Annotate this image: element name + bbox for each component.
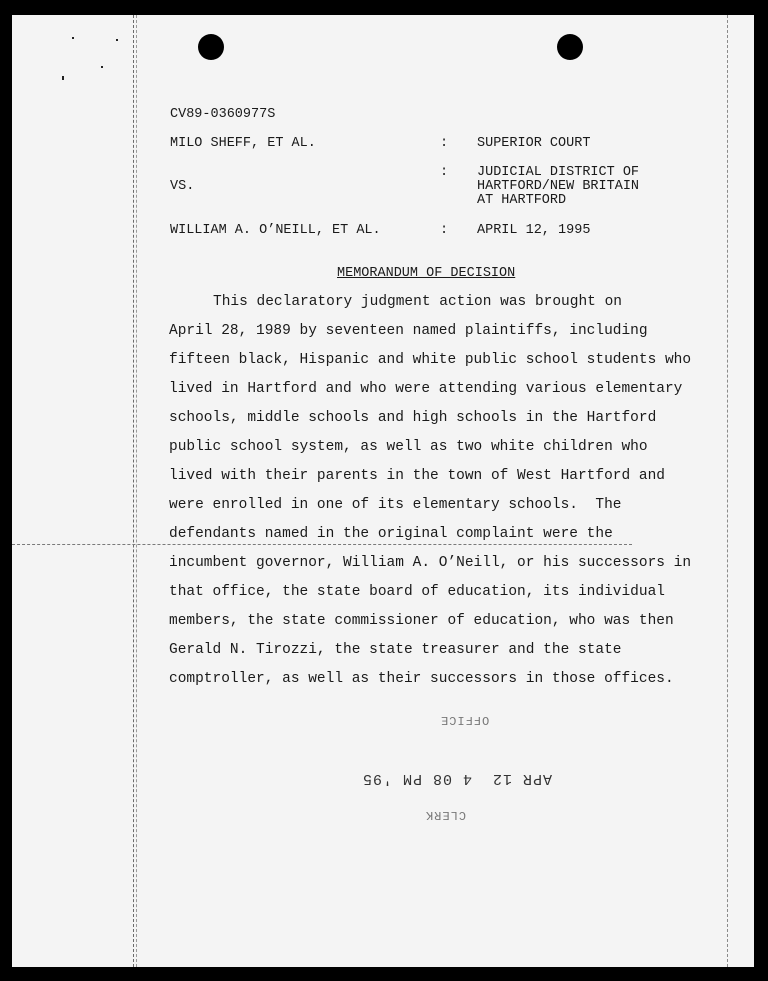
speck (72, 37, 74, 39)
versus-label: VS. (170, 179, 195, 194)
office-stamp: OFFICE (440, 713, 490, 727)
court-name: SUPERIOR COURT (477, 136, 591, 151)
fold-line (12, 544, 632, 545)
body-line: members, the state commissioner of education, who was then (169, 613, 674, 629)
body-line: Gerald N. Tirozzi, the state treasurer and the state (169, 642, 622, 658)
district-line-3: AT HARTFORD (477, 193, 567, 208)
body-line: This declaratory judgment action was brought on (213, 294, 622, 310)
punch-hole-left (198, 34, 224, 60)
body-line: incumbent governor, William A. O’Neill, or his successors in (169, 555, 692, 571)
memorandum-heading: MEMORANDUM OF DECISION (337, 266, 516, 281)
district-line-2: HARTFORD/NEW BRITAIN (477, 179, 640, 194)
body-line: public school system, as well as two white children who (169, 439, 648, 455)
received-stamp: APR 12 4 08 PM '95 (362, 770, 553, 787)
case-number: CV89-0360977S (170, 107, 276, 122)
defendant-name: WILLIAM A. O’NEILL, ET AL. (170, 223, 381, 238)
margin-line-left-inner (136, 15, 137, 967)
speck (116, 39, 118, 41)
body-line: defendants named in the original complaint were the (169, 526, 613, 542)
body-line: that office, the state board of education, its individual (169, 584, 665, 600)
caption-separator: : (440, 223, 449, 238)
speck (62, 76, 64, 80)
body-line: lived in Hartford and who were attending various elementary (169, 381, 683, 397)
margin-line-left (133, 15, 134, 967)
punch-hole-right (557, 34, 583, 60)
body-line: April 28, 1989 by seventeen named plaintiffs, including (169, 323, 648, 339)
body-line: fifteen black, Hispanic and white public school students who (169, 352, 692, 368)
document-page (12, 15, 754, 967)
clerk-stamp: CLERK (425, 808, 467, 822)
caption-separator: : (440, 165, 449, 180)
speck (101, 66, 103, 68)
body-line: comptroller, as well as their successors in those offices. (169, 671, 674, 687)
body-line: lived with their parents in the town of West Hartford and (169, 468, 665, 484)
margin-line-right (727, 15, 728, 967)
plaintiff-name: MILO SHEFF, ET AL. (170, 136, 316, 151)
caption-separator: : (440, 136, 449, 151)
body-line: were enrolled in one of its elementary schools. The (169, 497, 622, 513)
district-line-1: JUDICIAL DISTRICT OF (477, 165, 640, 180)
decision-date: APRIL 12, 1995 (477, 223, 591, 238)
body-line: schools, middle schools and high schools in the Hartford (169, 410, 657, 426)
